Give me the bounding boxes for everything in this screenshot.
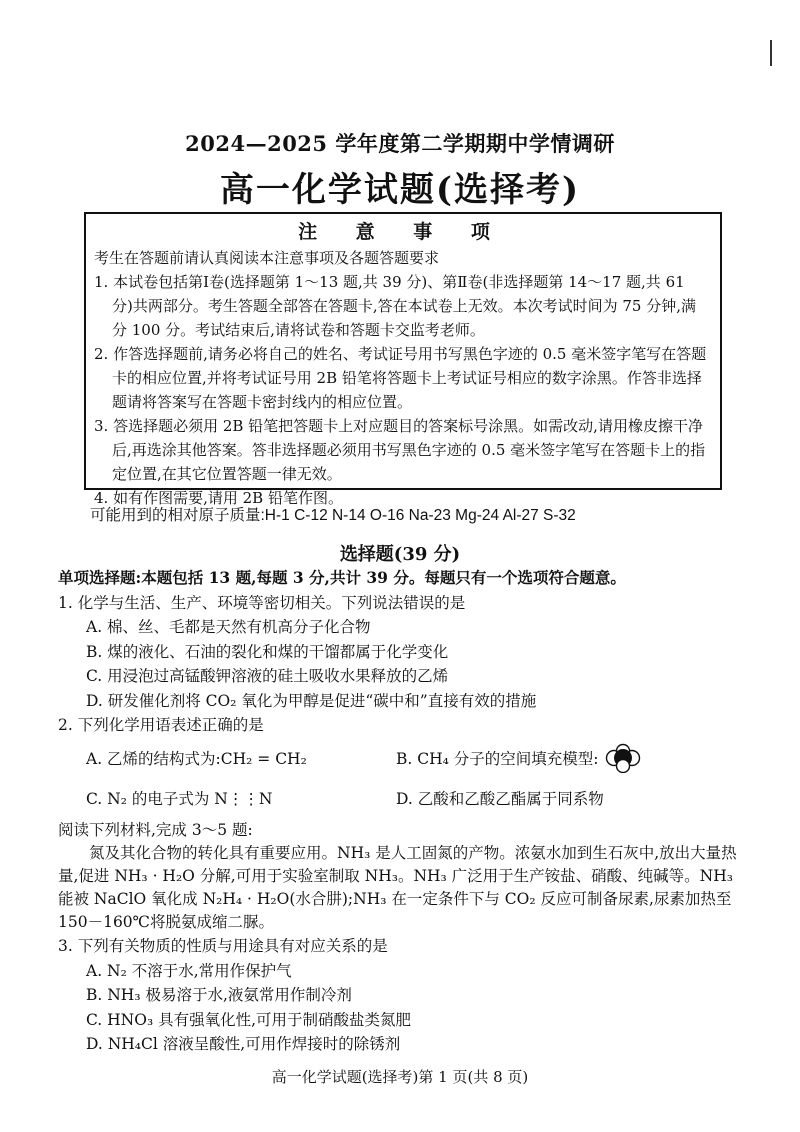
option-d: D. NH₄Cl 溶液呈酸性,可用作焊接时的除锈剂 xyxy=(86,1035,401,1053)
reading-passage: 氮及其化合物的转化具有重要应用。NH₃ 是人工固氮的产物。浓氨水加到生石灰中,放出大量热量,促进 NH₃ · H₂O 分解,可用于实验室制取 NH₃。NH₃ 广泛用于生产铵盐、硝酸、纯碱等。NH₃ 能被 NaClO 氧化成 N₂H₄ · H₂O(水合肼);NH₃ 在一定条件下与 CO₂ 反应可制备尿素,尿素加热至 150－160℃将脱氨成缩二脲。 xyxy=(58,844,737,931)
notice-item: 1. 本试卷包括第Ⅰ卷(选择题第 1～13 题,共 39 分)、第Ⅱ卷(非选择题第 14～17 题,共 61 分)共两部分。考生答题全部答在答题卡,答在本试卷上无效。本次考试时间为 75 分钟,满分 100 分。考试结束后,请将试卷和答题卡交监考老师。 xyxy=(94,273,697,339)
option-a: A. 棉、丝、毛都是天然有机高分子化合物 xyxy=(86,618,371,636)
question-1 xyxy=(58,591,748,714)
option-b: B. NH₃ 极易溶于水,液氨常用作制冷剂 xyxy=(86,986,352,1004)
option-b: B. 煤的液化、石油的裂化和煤的干馏都属于化学变化 xyxy=(86,642,449,661)
section-instruction: 单项选择题:本题包括 13 题,每题 3 分,共计 39 分。每题只有一个选项符合题意。 xyxy=(58,568,626,587)
question-stem: 2. 下列化学用语表述正确的是 xyxy=(58,716,264,734)
option-b: B. CH₄ 分子的空间填充模型: xyxy=(396,749,599,768)
option-c: C. 用浸泡过高锰酸钾溶液的硅土吸收水果释放的乙烯 xyxy=(86,667,449,685)
option-c: C. N₂ 的电子式为 N⋮⋮N xyxy=(86,789,273,808)
page-footer: 高一化学试题(选择考)第 1 页(共 8 页) xyxy=(271,1068,529,1086)
questions-area xyxy=(58,566,748,1057)
exam-subject-title: 高一化学试题(选择考) xyxy=(219,170,581,210)
notice-title: 注 意 事 项 xyxy=(298,221,506,243)
option-a: A. 乙烯的结构式为:CH₂ = CH₂ xyxy=(86,749,307,768)
options-row xyxy=(58,778,748,818)
notice-item: 4. 如有作图需要,请用 2B 铅笔作图。 xyxy=(94,489,343,507)
question-2 xyxy=(58,713,748,818)
option-a: A. N₂ 不溶于水,常用作保护气 xyxy=(86,961,292,980)
question-3 xyxy=(58,934,748,1057)
scan-edge-mark xyxy=(770,40,772,66)
exam-session-title: 2024—2025 学年度第二学期期中学情调研 xyxy=(185,131,615,156)
question-stem: 1. 化学与生活、生产、环境等密切相关。下列说法错误的是 xyxy=(58,593,466,612)
option-d: D. 研发催化剂将 CO₂ 氧化为甲醇是促进“碳中和”直接有效的措施 xyxy=(86,691,537,710)
option-c: C. HNO₃ 具有强氧化性,可用于制硝酸盐类氮肥 xyxy=(86,1010,412,1029)
notice-item: 2. 作答选择题前,请务必将自己的姓名、考试证号用书写黑色字迹的 0.5 毫米签字笔写在答题卡的相应位置,并将考试证号用 2B 铅笔将答题卡上考试证号相应的数字涂黑。作答非选择题请将答案写在答题卡密封线内的相应位置。 xyxy=(94,345,707,411)
reading-intro: 阅读下列材料,完成 3～5 题: xyxy=(58,820,253,839)
atomic-masses: 可能用到的相对原子质量:H-1 C-12 N-14 O-16 Na-23 Mg-24 Al-27 S-32 xyxy=(90,507,576,524)
question-stem: 3. 下列有关物质的性质与用途具有对应关系的是 xyxy=(58,937,388,955)
ch4-space-filling-model-icon xyxy=(605,743,641,773)
notice-box xyxy=(84,212,722,507)
notice-item: 3. 答选择题必须用 2B 铅笔把答题卡上对应题目的答案标号涂黑。如需改动,请用橡皮擦干净后,再选涂其他答案。答非选择题必须用书写黑色字迹的 0.5 毫米签字笔写在答题卡上的指定位置,在其它位置答题一律无效。 xyxy=(94,417,706,483)
section-title: 选择题(39 分) xyxy=(339,544,461,565)
notice-intro: 考生在答题前请认真阅读本注意事项及各题答题要求 xyxy=(94,249,440,267)
option-b-wrap xyxy=(396,743,748,773)
option-d: D. 乙酸和乙酸乙酯属于同系物 xyxy=(396,789,604,808)
options-row xyxy=(58,738,748,778)
